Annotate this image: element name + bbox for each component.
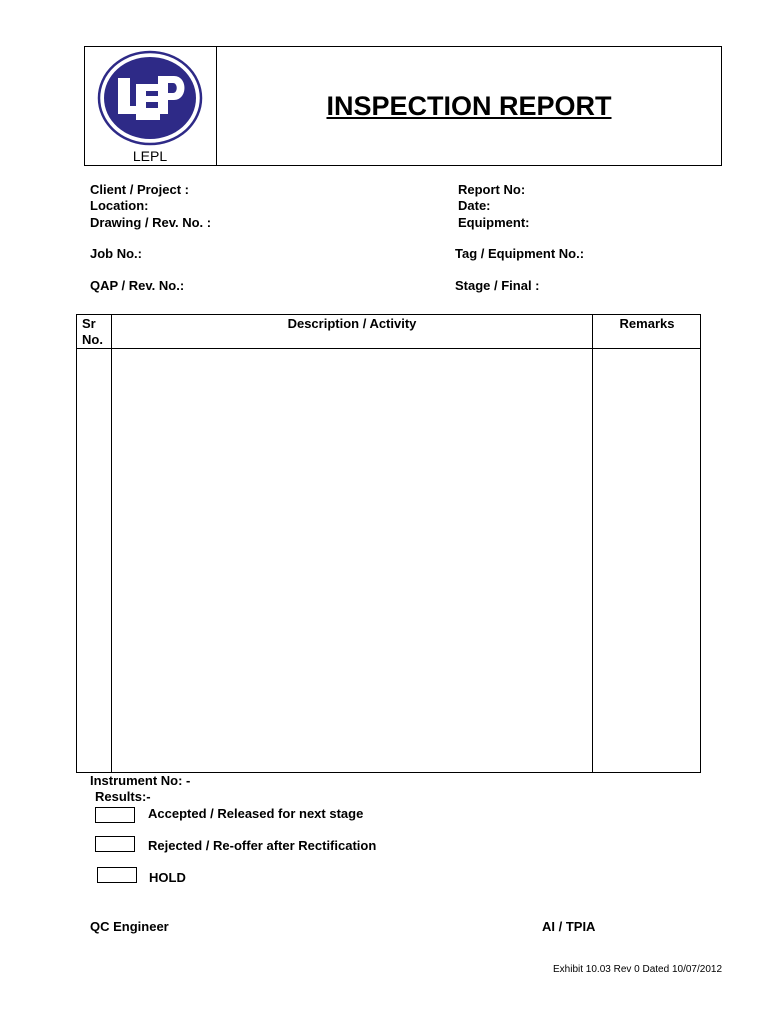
- client-project-label: Client / Project :: [90, 182, 189, 197]
- column-header-description: Description / Activity: [287, 316, 417, 331]
- exhibit-note: Exhibit 10.03 Rev 0 Dated 10/07/2012: [553, 964, 723, 975]
- column-header-sr: [82, 316, 103, 348]
- tag-equipment-no-label: Tag / Equipment No.:: [455, 246, 585, 261]
- accepted-checkbox[interactable]: [95, 807, 135, 823]
- qap-rev-label: QAP / Rev. No.:: [90, 278, 185, 293]
- column-header-sr-line2: No.: [82, 332, 103, 347]
- location-label: Location:: [90, 198, 149, 213]
- report-no-label: Report No:: [458, 182, 526, 197]
- accepted-option-label: Accepted / Released for next stage: [148, 806, 364, 821]
- date-label: Date:: [458, 198, 491, 213]
- instrument-no-label: Instrument No: -: [90, 773, 191, 788]
- page-title: INSPECTION REPORT: [326, 91, 612, 121]
- column-header-remarks: Remarks: [619, 316, 675, 331]
- table-column-divider-remarks: [592, 314, 593, 773]
- results-label: Results:-: [95, 789, 151, 804]
- rejected-option-label: Rejected / Re-offer after Rectification: [148, 838, 377, 853]
- hold-checkbox[interactable]: [97, 867, 137, 883]
- qc-engineer-signature-label: QC Engineer: [90, 919, 169, 934]
- activity-table: [76, 314, 701, 773]
- stage-final-label: Stage / Final :: [455, 278, 540, 293]
- hold-option-label: HOLD: [149, 870, 186, 885]
- drawing-rev-label: Drawing / Rev. No. :: [90, 215, 212, 230]
- equipment-label: Equipment:: [458, 215, 530, 230]
- lep-logo: [96, 50, 204, 146]
- column-header-sr-line1: Sr: [82, 316, 96, 331]
- job-no-label: Job No.:: [90, 246, 142, 261]
- table-header-divider: [76, 348, 701, 349]
- company-abbrev: LEPL: [132, 148, 168, 164]
- ai-tpia-signature-label: AI / TPIA: [542, 919, 596, 934]
- lep-logo-icon: [96, 50, 204, 146]
- table-column-divider-sr: [111, 314, 112, 773]
- rejected-checkbox[interactable]: [95, 836, 135, 852]
